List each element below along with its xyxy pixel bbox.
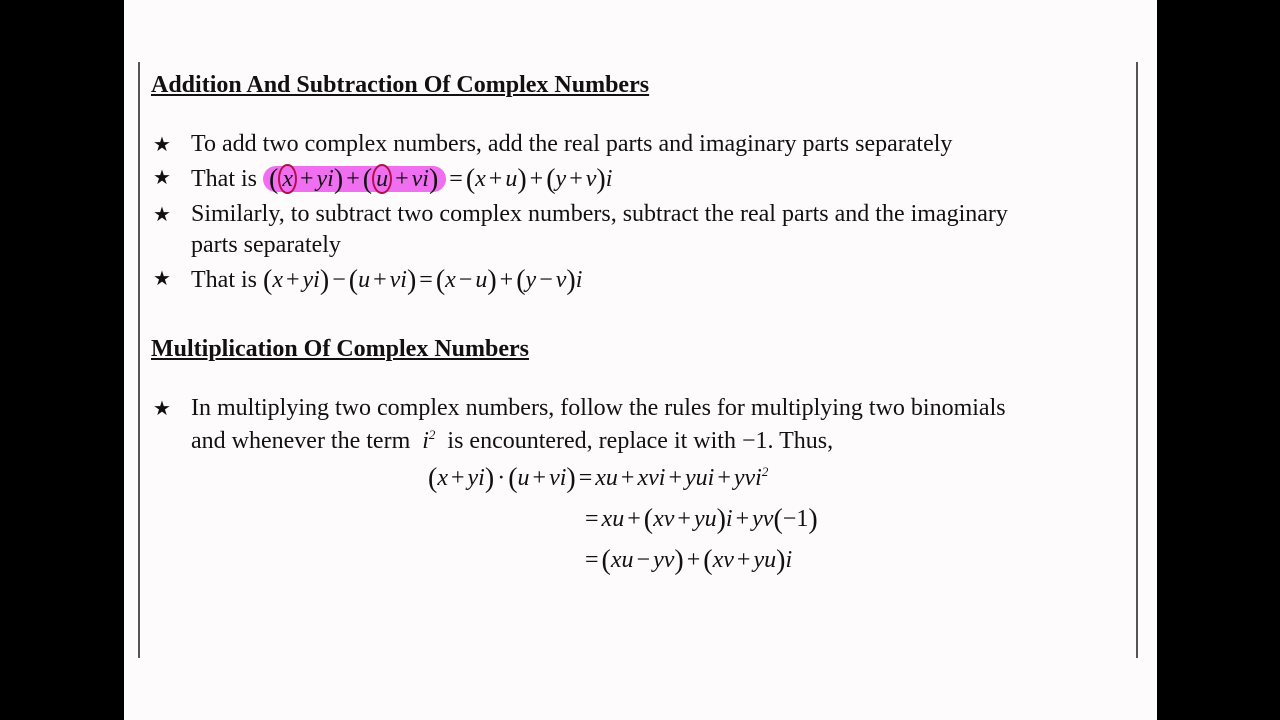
subtraction-rule-line1: Similarly, to subtract two complex numbers, subtract the real parts and the imaginary [191,201,1008,227]
document-page [124,0,1157,720]
multiplication-equation-line1: (x + yi) · (u + vi) = xu + xvi + yui + yvi$^2$ [428,463,769,494]
minus-one-value: −1 [741,428,768,454]
rule-text-a: and whenever the term [191,428,411,454]
star-icon: ★ [153,268,171,290]
star-icon: ★ [153,167,171,189]
multiplication-rule-line1: In multiplying two complex numbers, follow the rules for multiplying two binomials [191,395,1006,421]
star-icon: ★ [153,134,171,156]
rule-text-b: is encountered, replace it with [447,428,736,454]
circle-mark: x [278,164,297,194]
addition-formula: ( x + yi) + ( u + vi) = (x + u) + (y + v)i [263,166,612,192]
subtraction-formula: (x + yi) − (u + vi) = (x − u) + (y − v)i [263,265,583,296]
section-title-multiplication: Multiplication Of Complex Numbers [151,336,529,362]
highlight-mark: ( x + yi) + ( u + vi) [263,166,446,192]
that-is-label: That is [191,166,257,192]
addition-rule-text: To add two complex numbers, add the real parts and imaginary parts separately [191,131,953,157]
left-margin-line [138,62,140,658]
multiplication-equation-line3: = (xu − yv) + (xv + yu)i [585,545,793,576]
multiplication-equation-line2: = xu + (xv + yu)i + yv(−1) [585,504,818,535]
section-title-addition: Addition And Subtraction Of Complex Numbers [151,72,650,98]
star-icon: ★ [153,398,171,420]
that-is-label: That is [191,267,257,293]
right-margin-line [1136,62,1138,658]
star-icon: ★ [153,204,171,226]
i-squared-term: $i^2$ [416,427,436,454]
addition-formula-line [191,164,612,196]
rule-text-d: . Thus, [767,428,834,454]
subtraction-rule-line2: parts separately [191,232,341,258]
multiplication-rule-line2 [191,427,833,455]
circle-mark: u [372,164,392,194]
subtraction-formula-line [191,265,582,297]
